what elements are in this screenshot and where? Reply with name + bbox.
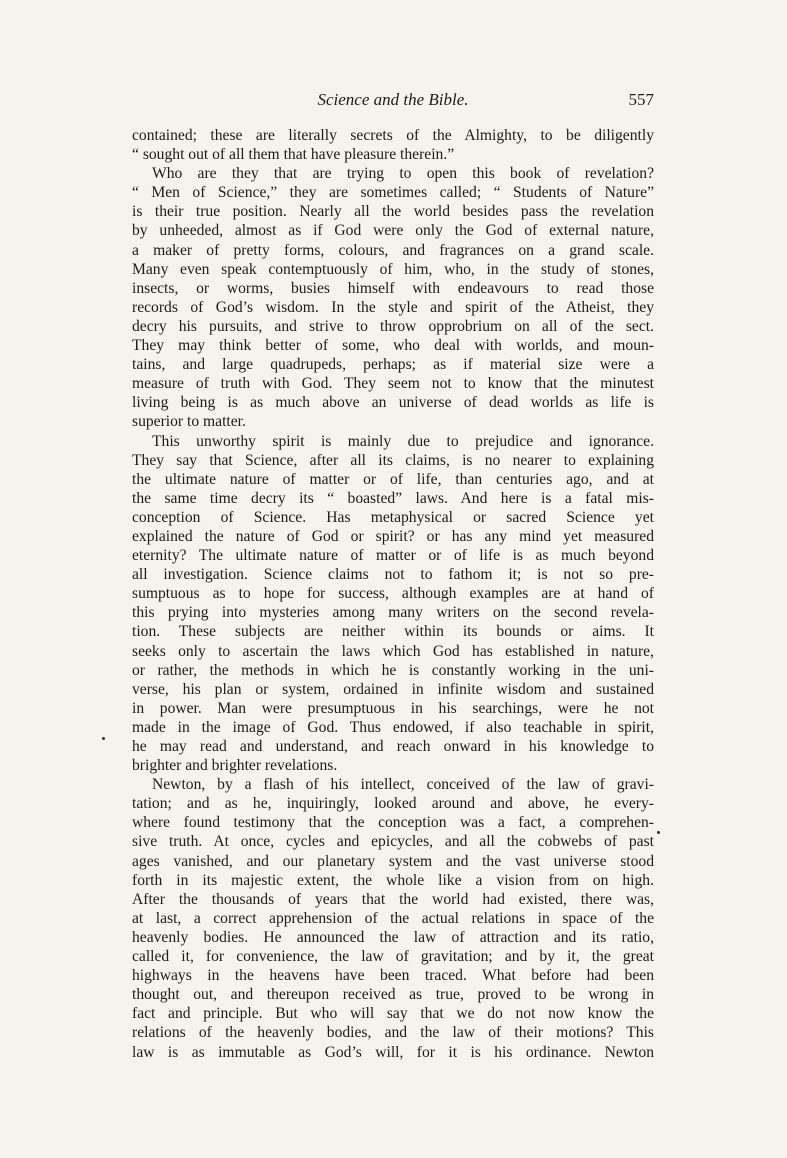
- running-head: [132, 90, 654, 114]
- text-line: tation; and as he, inquiringly, looked around and above, he every-: [132, 795, 654, 813]
- margin-speck: [657, 831, 660, 834]
- margin-speck: [102, 737, 105, 740]
- text-line: a maker of pretty forms, colours, and fragrances on a grand scale.: [132, 241, 654, 259]
- text-line: “ Men of Science,” they are sometimes called; “ Students of Nature”: [132, 184, 654, 202]
- text-line: decry his pursuits, and strive to throw opprobrium on all of the sect.: [132, 317, 654, 335]
- text-line: After the thousands of years that the world had existed, there was,: [132, 890, 654, 908]
- text-line: where found testimony that the conception was a fact, a comprehen-: [132, 814, 654, 832]
- text-line: thought out, and thereupon received as true, proved to be wrong in: [132, 986, 654, 1004]
- text-line: insects, or worms, busies himself with endeavours to read those: [132, 279, 654, 297]
- text-line: superior to matter.: [132, 413, 246, 431]
- text-line: all investigation. Science claims not to fathom it; is not so pre-: [132, 566, 654, 584]
- text-line: measure of truth with God. They seem not to know that the minutest: [132, 375, 654, 393]
- text-line: heavenly bodies. He announced the law of attraction and its ratio,: [132, 928, 654, 946]
- text-line: the ultimate nature of matter or of life, than centuries ago, and at: [132, 470, 654, 488]
- running-title: Science and the Bible.: [317, 90, 469, 109]
- text-line: Many even speak contemptuously of him, who, in the study of stones,: [132, 260, 654, 278]
- page-number: 557: [628, 90, 654, 109]
- text-line: Newton, by a flash of his intellect, conceived of the law of gravi-: [152, 776, 654, 794]
- text-line: eternity? The ultimate nature of matter or of life is as much beyond: [132, 547, 654, 565]
- text-line: tains, and large quadrupeds, perhaps; as if material size were a: [132, 356, 654, 374]
- text-line: seeks only to ascertain the laws which God has established in nature,: [132, 642, 654, 660]
- text-line: by unheeded, almost as if God were only the God of external nature,: [132, 222, 654, 240]
- text-line: Who are they that are trying to open this book of revelation?: [152, 165, 654, 183]
- text-line: law is as immutable as God’s will, for it is his ordinance. Newton: [132, 1043, 654, 1061]
- text-line: highways in the heavens have been traced. What before had been: [132, 967, 654, 985]
- text-line: is their true position. Nearly all the world besides pass the revelation: [132, 203, 654, 221]
- text-line: verse, his plan or system, ordained in infinite wisdom and sustained: [132, 680, 654, 698]
- text-line: ages vanished, and our planetary system and the vast universe stood: [132, 852, 654, 870]
- text-line: tion. These subjects are neither within its bounds or aims. It: [132, 623, 654, 641]
- text-line: this prying into mysteries among many writers on the second revela-: [132, 604, 654, 622]
- body-text: [132, 126, 654, 1062]
- text-line: conception of Science. Has metaphysical or sacred Science yet: [132, 508, 654, 526]
- text-line: This unworthy spirit is mainly due to prejudice and ignorance.: [152, 432, 654, 450]
- text-line: records of God’s wisdom. In the style and spirit of the Atheist, they: [132, 298, 654, 316]
- text-line: explained the nature of God or spirit? or has any mind yet measured: [132, 527, 654, 545]
- text-line: made in the image of God. Thus endowed, if also teachable in spirit,: [132, 718, 654, 736]
- text-line: sive truth. At once, cycles and epicycles, and all the cobwebs of past: [132, 833, 654, 851]
- text-line: They may think better of some, who deal with worlds, and moun-: [132, 337, 654, 355]
- text-line: or rather, the methods in which he is constantly working in the uni-: [132, 661, 654, 679]
- text-line: called it, for convenience, the law of gravitation; and by it, the great: [132, 948, 654, 966]
- text-line: at last, a correct apprehension of the actual relations in space of the: [132, 909, 654, 927]
- text-line: in power. Man were presumptuous in his searchings, were he not: [132, 699, 654, 717]
- text-line: “ sought out of all them that have pleasure therein.”: [132, 146, 455, 164]
- text-line: contained; these are literally secrets of the Almighty, to be diligently: [132, 127, 654, 144]
- text-line: brighter and brighter revelations.: [132, 757, 338, 775]
- text-line: sumptuous as to hope for success, although examples are at hand of: [132, 585, 654, 603]
- text-line: fact and principle. But who will say that we do not now know the: [132, 1005, 654, 1023]
- text-line: he may read and understand, and reach onward in his knowledge to: [132, 738, 654, 755]
- text-line: forth in its majestic extent, the whole like a vision from on high.: [132, 871, 654, 889]
- text-line: relations of the heavenly bodies, and the law of their motions? This: [132, 1024, 654, 1042]
- text-line: living being is as much above an universe of dead worlds as life is: [132, 394, 654, 412]
- text-line: the same time decry its “ boasted” laws. And here is a fatal mis-: [132, 489, 654, 507]
- text-line: They say that Science, after all its claims, is no nearer to explaining: [132, 451, 654, 469]
